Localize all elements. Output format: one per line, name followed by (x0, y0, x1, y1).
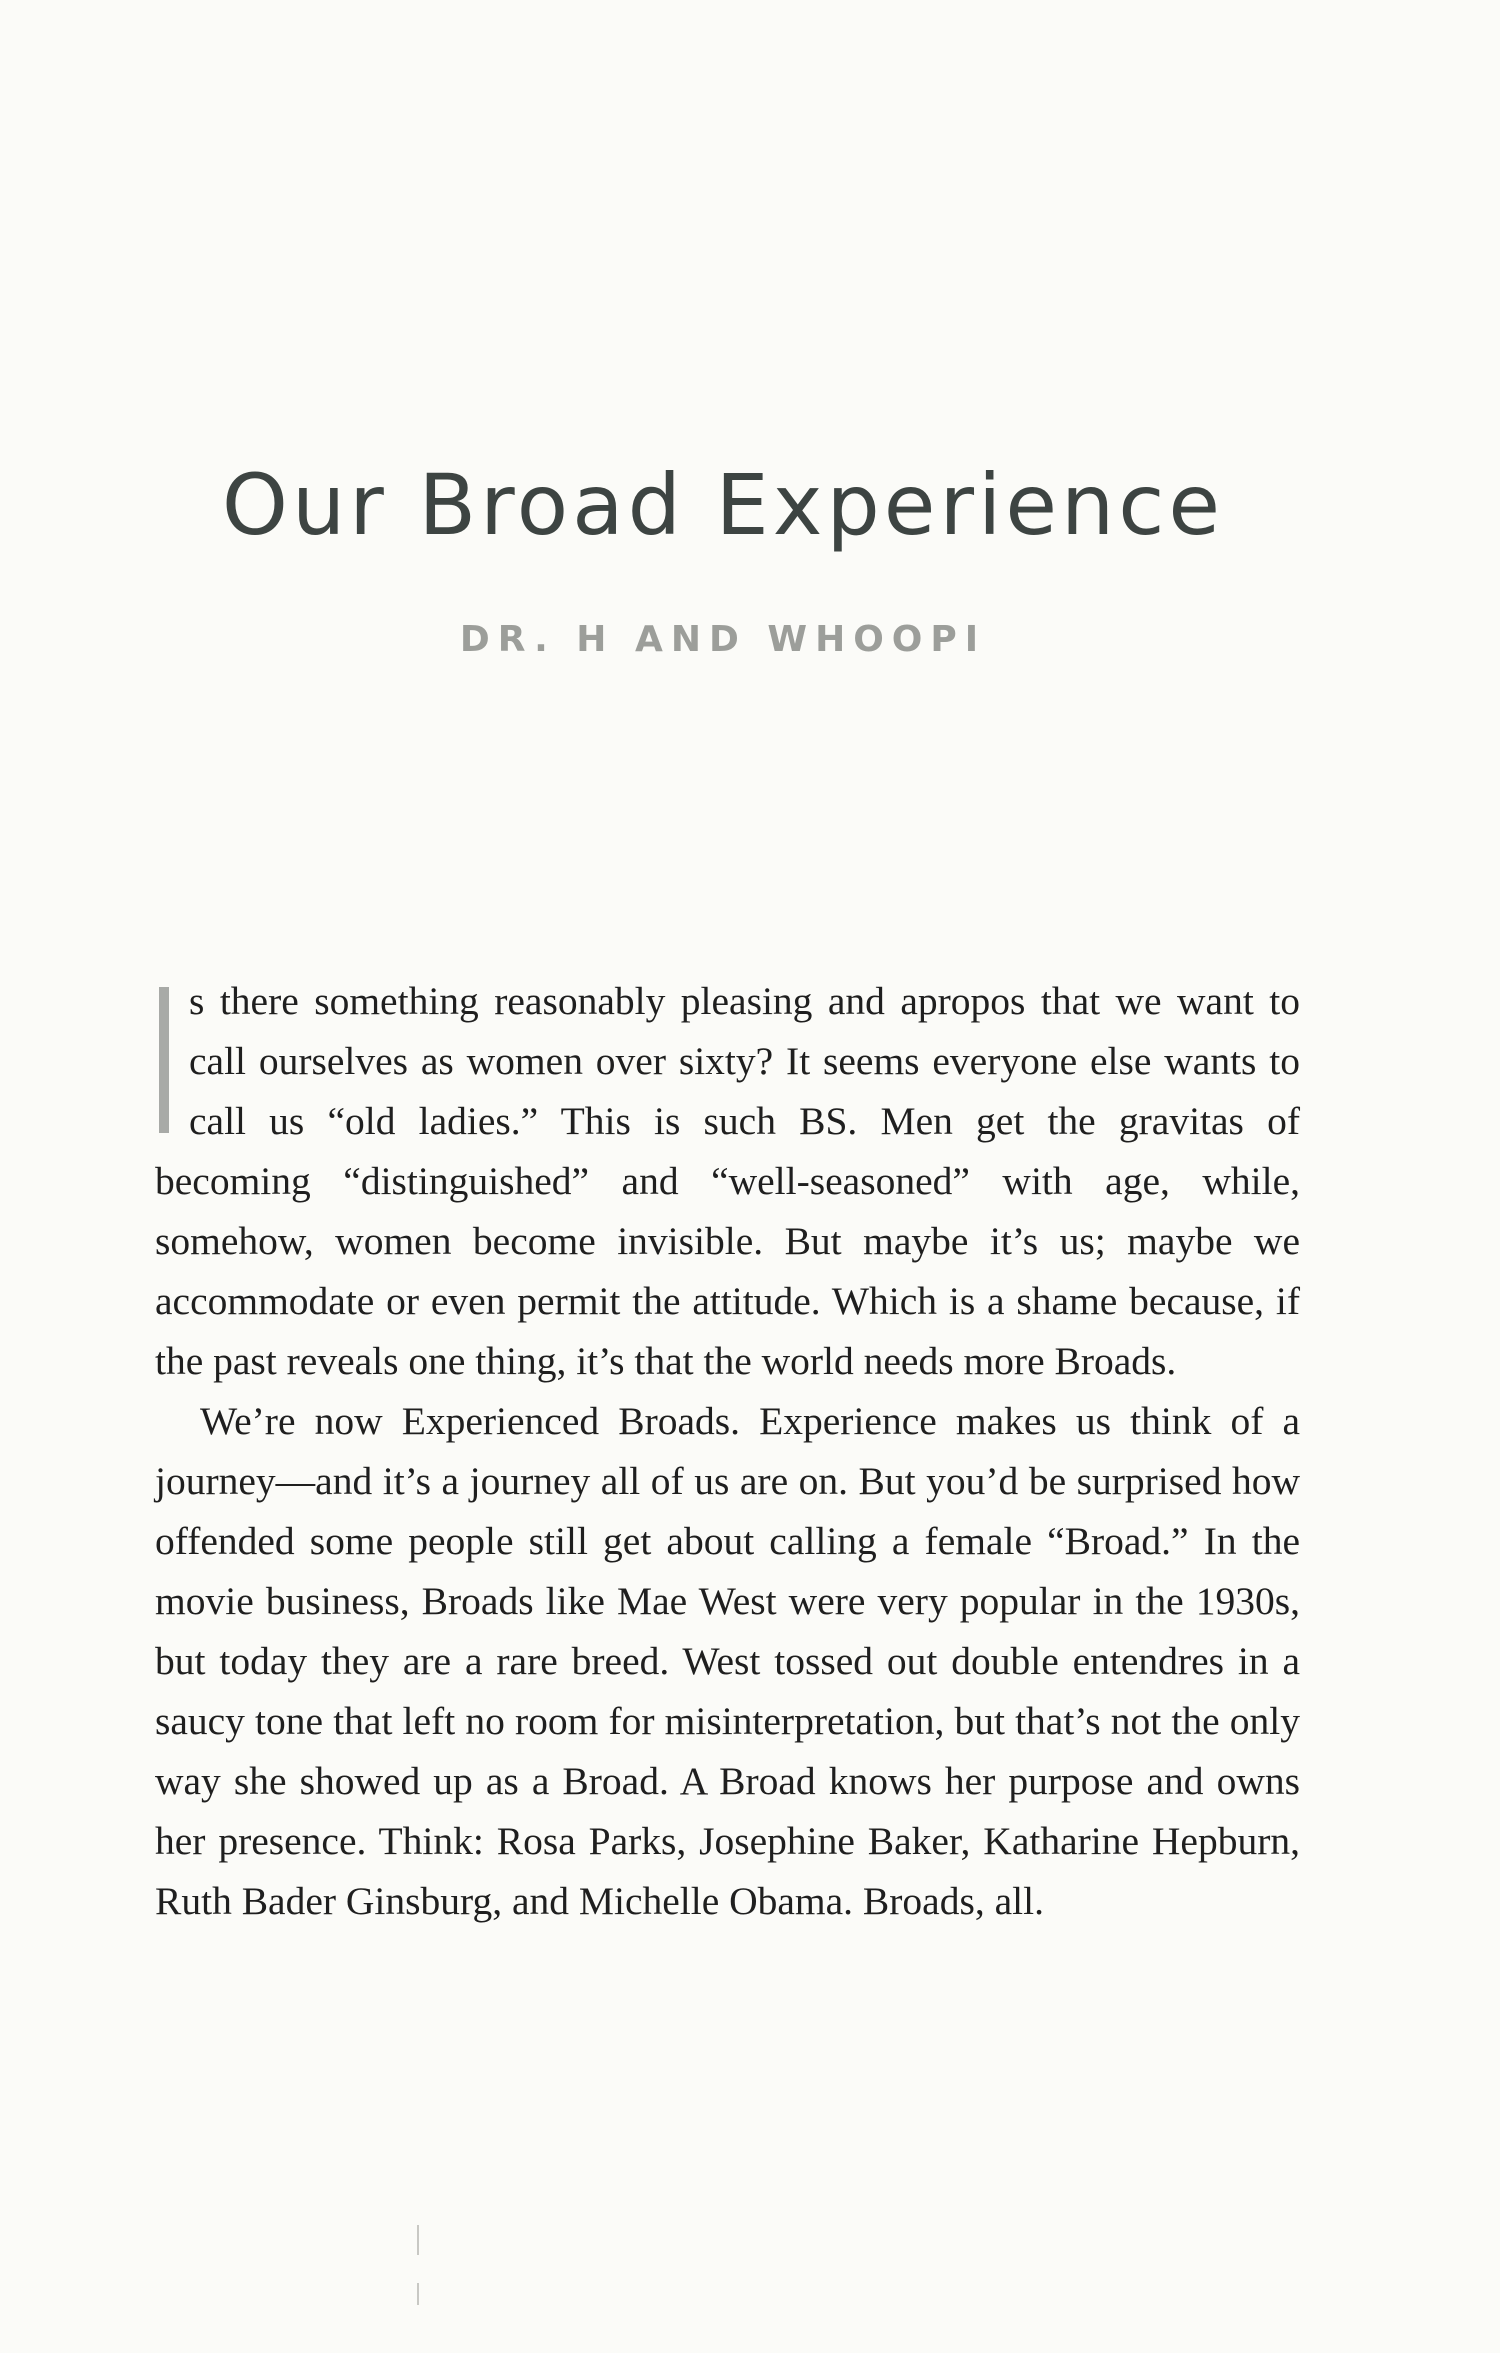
paragraph-1 (155, 971, 1300, 1391)
chapter-authors: DR. H AND WHOOPI (459, 619, 987, 660)
paragraph-2: We’re now Experienced Broads. Experience makes us think of a journey—and it’s a journey all of us are on. But you’d be surprised how offended some people still get about calling a female “Broad.” In the movie business, Broads like Mae West were very popular in the 1930s, but today they are a rare breed. West tossed out double entendres in a saucy tone that left no room for misinterpretation, but that’s not the only way she showed up as a Broad. A Broad knows her purpose and owns her presence. Think: Rosa Parks, Josephine Baker, Katharine Hepburn, Ruth Bader Ginsburg, and Michelle Obama. Broads, all. (155, 1399, 1300, 1923)
drop-cap-bar (159, 987, 169, 1133)
body-text (155, 971, 1300, 1931)
scan-mark-top (417, 2225, 419, 2255)
scan-mark-bottom (417, 2283, 419, 2305)
chapter-title: Our Broad Experience (221, 456, 1225, 554)
paragraph-1-text: s there something reasonably pleasing and apropos that we want to call ourselves as women over sixty? It seems everyone else wants to call us “old ladies.” This is such BS. Men get the gravitas of becoming “distinguished” and “well-seasoned” with age, while, somehow, women become invisible. But maybe it’s us; maybe we accommodate or even permit the attitude. Which is a shame because, if the past reveals one thing, it’s that the world needs more Broads. (155, 979, 1300, 1383)
